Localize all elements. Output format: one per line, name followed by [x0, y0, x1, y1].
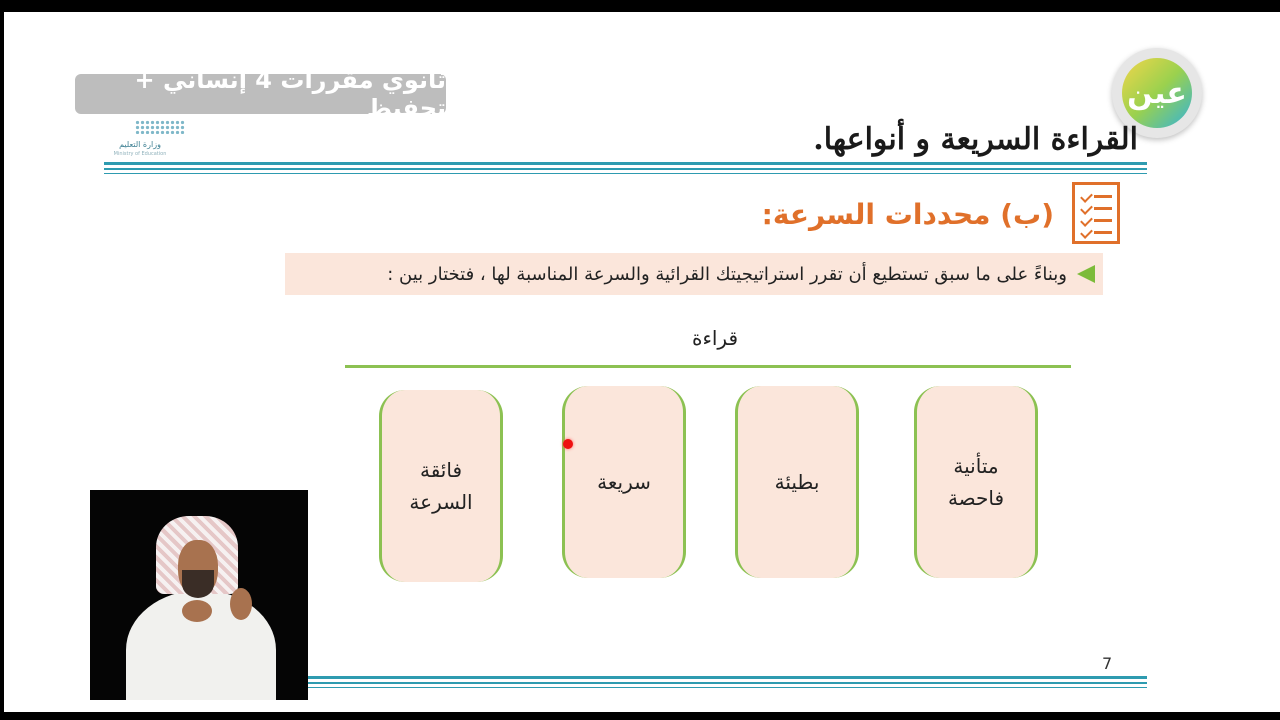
- play-arrow-icon: [1077, 265, 1095, 283]
- title-rule-top: [104, 162, 1147, 165]
- left-letterbox: [0, 0, 4, 720]
- course-banner: ثانوي مقررات 4 إنساني + تحفيظ: [75, 74, 446, 114]
- sign-language-presenter-video: [90, 490, 308, 700]
- speed-card-slow: [735, 386, 859, 578]
- speed-card-label: السرعة: [409, 490, 473, 514]
- presenter-hand: [182, 600, 212, 622]
- diagram-heading: قراءة: [691, 326, 739, 350]
- ministry-logo-text: وزارة التعليم: [119, 140, 161, 149]
- presenter-hand: [230, 588, 252, 620]
- checklist-icon: [1072, 182, 1120, 244]
- page-number: 7: [1102, 654, 1113, 673]
- speed-card-label: متأنية: [953, 454, 999, 478]
- channel-logo-text: عين: [1122, 58, 1192, 128]
- slide-title: القراءة السريعة و أنواعها.: [813, 122, 1138, 157]
- speed-card-super-fast: [379, 390, 503, 582]
- top-letterbox: [0, 0, 1280, 12]
- speed-card-label: فائقة: [419, 458, 463, 482]
- speed-card-label: سريعة: [597, 470, 651, 494]
- ministry-dots-icon: [135, 120, 185, 134]
- ministry-logo: [105, 118, 185, 160]
- title-rule-bottom: [104, 173, 1147, 174]
- diagram-connector-line: [345, 365, 1071, 368]
- instruction-text: وبناءً على ما سبق تستطيع أن تقرر استراتيجيتك القرائية والسرعة المناسبة لها ، فتختار بين :: [387, 263, 1067, 285]
- instruction-box: [285, 253, 1103, 295]
- bottom-letterbox: [0, 712, 1280, 720]
- title-rule-mid: [104, 168, 1147, 170]
- laser-pointer-dot: [563, 439, 573, 449]
- section-title: (ب) محددات السرعة:: [761, 198, 1054, 231]
- speed-card-careful: [914, 386, 1038, 578]
- presenter-beard: [182, 570, 214, 598]
- speed-card-fast: [562, 386, 686, 578]
- speed-card-label: فاحصة: [947, 486, 1005, 510]
- ministry-logo-subtext: Ministry of Education: [113, 151, 167, 157]
- speed-card-label: بطيئة: [774, 470, 820, 494]
